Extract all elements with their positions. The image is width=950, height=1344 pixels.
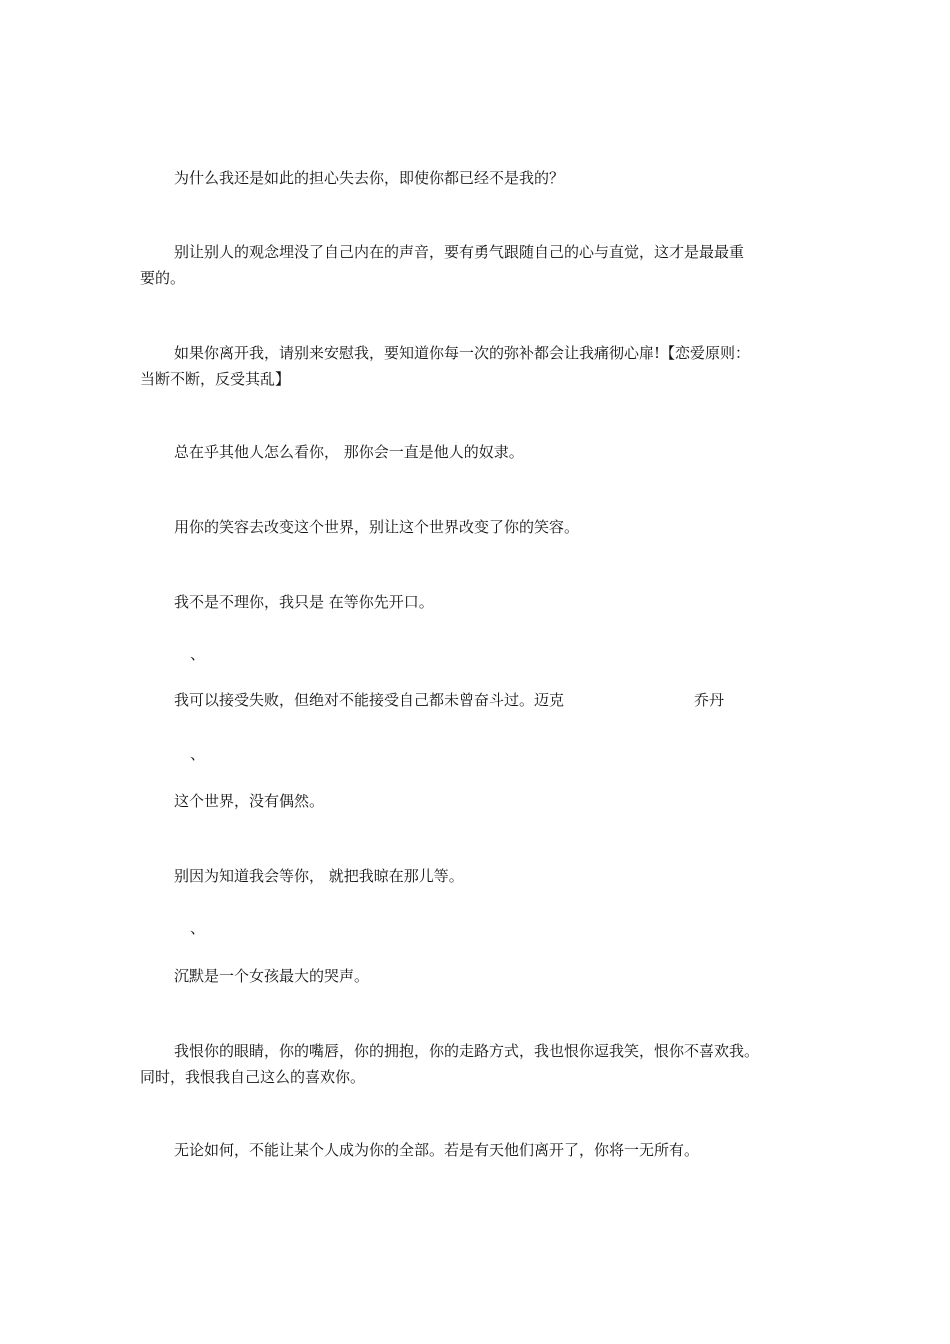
paragraph-2-line-1: 别让别人的观念埋没了自己内在的声音，要有勇气跟随自己的心与直觉，这才是最最重 [174,243,745,261]
quote-author: 乔丹 [694,691,725,709]
paragraph-11-line-2: 同时，我恨我自己这么的喜欢你。 [140,1068,366,1086]
paragraph-7-line-1: 我可以接受失败，但绝对不能接受自己都未曾奋斗过。迈克 [174,691,565,709]
paragraph-3-line-1: 如果你离开我，请别来安慰我，要知道你每一次的弥补都会让我痛彻心扉!【恋爱原则： [174,344,751,362]
paragraph-2-line-2: 要的。 [140,269,186,287]
paragraph-12-line-1: 无论如何，不能让某个人成为你的全部。若是有天他们离开了，你将一无所有。 [174,1141,700,1159]
paragraph-5-line-1: 用你的笑容去改变这个世界，别让这个世界改变了你的笑容。 [174,518,580,536]
paragraph-4-line-1: 总在乎其他人怎么看你， 那你会一直是他人的奴隶。 [174,443,524,461]
separator-mark-2: 、 [190,745,206,763]
paragraph-11-line-1: 我恨你的眼睛，你的嘴唇，你的拥抱，你的走路方式，我也恨你逗我笑，恨你不喜欢我。 [174,1042,760,1060]
paragraph-10-line-1: 沉默是一个女孩最大的哭声。 [174,967,370,985]
paragraph-1-line-1: 为什么我还是如此的担心失去你，即使你都已经不是我的？ [174,169,565,187]
separator-mark-1: 、 [190,645,206,663]
paragraph-3-line-2: 当断不断，反受其乱】 [140,370,291,388]
paragraph-6-line-1: 我不是不理你，我只是 在等你先开口。 [174,593,434,611]
paragraph-8-line-1: 这个世界，没有偶然。 [174,792,325,810]
separator-mark-3: 、 [190,919,206,937]
paragraph-9-line-1: 别因为知道我会等你， 就把我晾在那儿等。 [174,867,464,885]
